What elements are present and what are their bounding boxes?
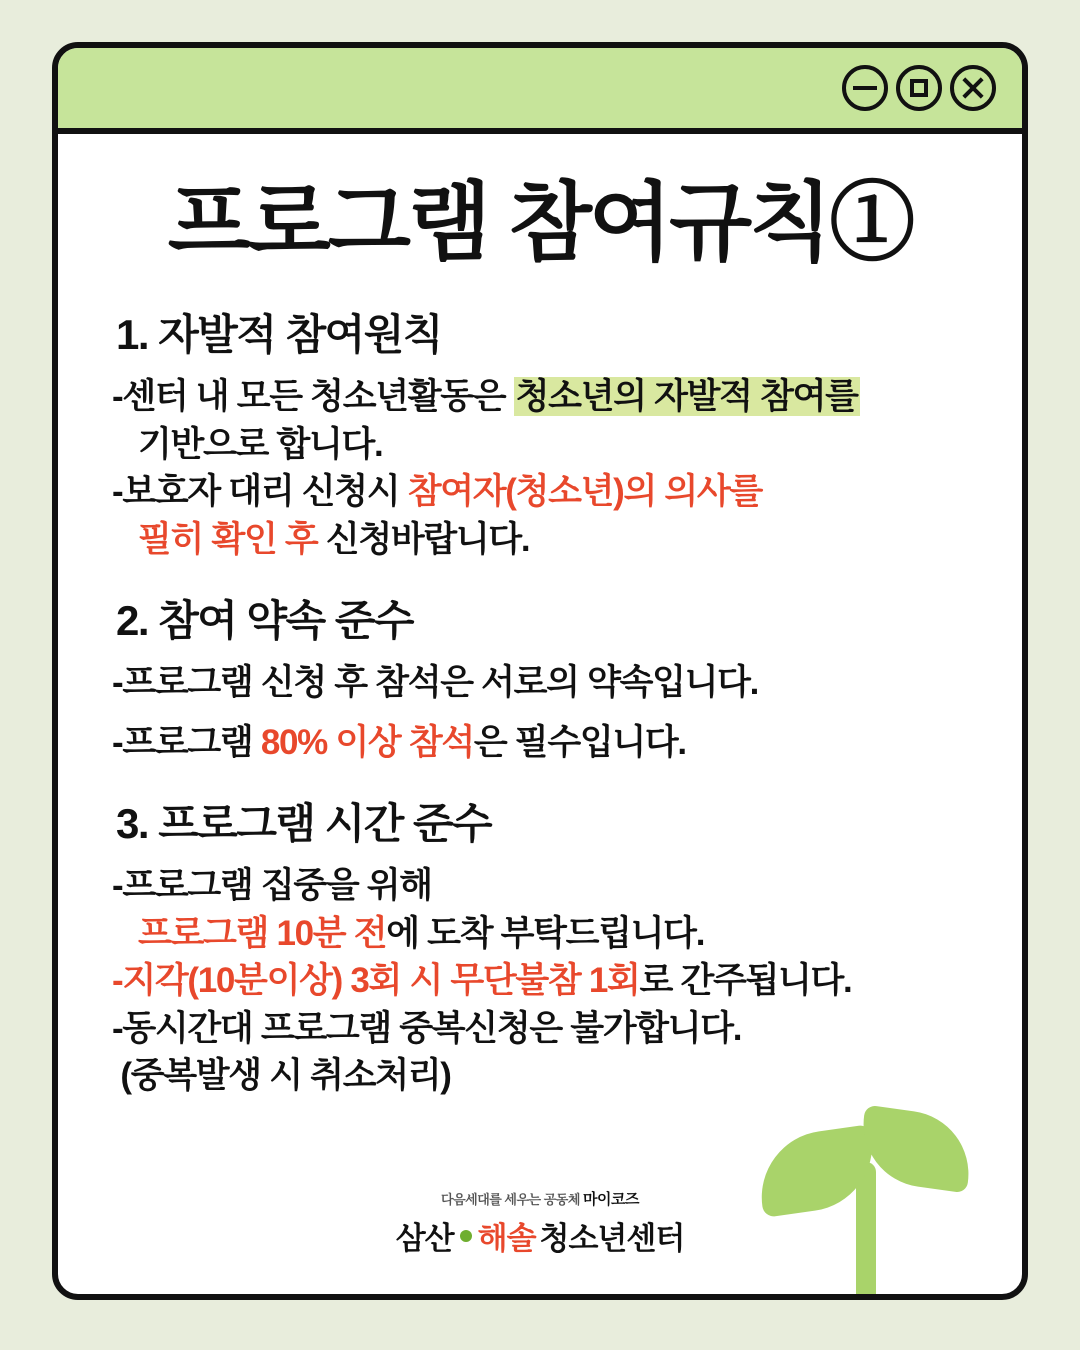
close-icon[interactable] xyxy=(950,65,996,111)
rule-text: (중복발생 시 취소처리) xyxy=(112,1056,451,1096)
rule-text: -지각(10분이상) 3회 시 무단불참 1회 xyxy=(112,961,640,1001)
rule-text: 청소년의 자발적 참여를 xyxy=(515,377,858,417)
logo-tagline xyxy=(58,1188,1022,1209)
rule-section xyxy=(102,302,978,562)
rule-section-heading: 1. 자발적 참여원칙 xyxy=(116,311,442,359)
poster-card xyxy=(52,42,1028,1300)
rule-text: 프로그램 10분 전 xyxy=(138,913,387,953)
rule-section-heading: 2. 참여 약속 준수 xyxy=(116,597,413,645)
rule-line xyxy=(112,660,978,706)
rules-list xyxy=(102,302,978,1099)
rule-text: 로 간주됩니다. xyxy=(639,961,852,1001)
rule-section xyxy=(102,791,978,1099)
logo-dot-icon xyxy=(460,1230,472,1242)
rule-text: -센터 내 모든 청소년활동은 xyxy=(112,377,514,417)
page-title: 프로그램 참여규칙① xyxy=(167,175,913,271)
logo-name-part2: 청소년센터 xyxy=(539,1221,685,1256)
rule-text: -보호자 대리 신청시 xyxy=(112,472,408,512)
rule-text: -동시간대 프로그램 중복신청은 불가합니다. xyxy=(112,1008,742,1048)
rule-line xyxy=(112,374,978,420)
rule-line xyxy=(112,863,978,909)
rule-line xyxy=(112,1006,978,1052)
rule-text: 기반으로 합니다. xyxy=(138,424,383,464)
organization-logo xyxy=(58,1188,1022,1258)
maximize-icon[interactable] xyxy=(896,65,942,111)
minimize-icon[interactable] xyxy=(842,65,888,111)
rule-line xyxy=(138,422,978,468)
logo-name xyxy=(396,1213,685,1258)
rule-line xyxy=(112,1053,978,1099)
window-titlebar xyxy=(58,48,1022,134)
rule-text: 참여자(청소년)의 의사를 xyxy=(407,472,762,512)
rule-text: -프로그램 집중을 위해 xyxy=(112,866,432,906)
poster-content xyxy=(58,134,1022,1294)
rule-line xyxy=(112,720,978,766)
rule-text: 필히 확인 후 xyxy=(138,519,326,559)
rule-line xyxy=(138,517,978,563)
rule-text: 은 필수입니다. xyxy=(473,722,686,762)
rule-text: 신청바랍니다. xyxy=(325,519,530,559)
rule-line xyxy=(112,469,978,515)
logo-tagline-text: 다음세대를 세우는 공동체 xyxy=(441,1192,583,1207)
rule-text: -프로그램 xyxy=(112,722,261,762)
rule-text: 80% 이상 참석 xyxy=(260,722,474,762)
rule-line xyxy=(138,911,978,957)
logo-brand-text: 마이코즈 xyxy=(583,1191,639,1208)
rule-text: -프로그램 신청 후 참석은 서로의 약속입니다. xyxy=(112,663,759,703)
logo-name-part1: 삼산 xyxy=(395,1221,454,1256)
rule-line xyxy=(112,958,978,1004)
logo-name-accent: 해솔 xyxy=(477,1221,536,1256)
rule-text: 에 도착 부탁드립니다. xyxy=(386,913,705,953)
rule-section-heading: 3. 프로그램 시간 준수 xyxy=(116,800,492,848)
rule-section xyxy=(102,588,978,765)
window-controls xyxy=(842,65,996,111)
